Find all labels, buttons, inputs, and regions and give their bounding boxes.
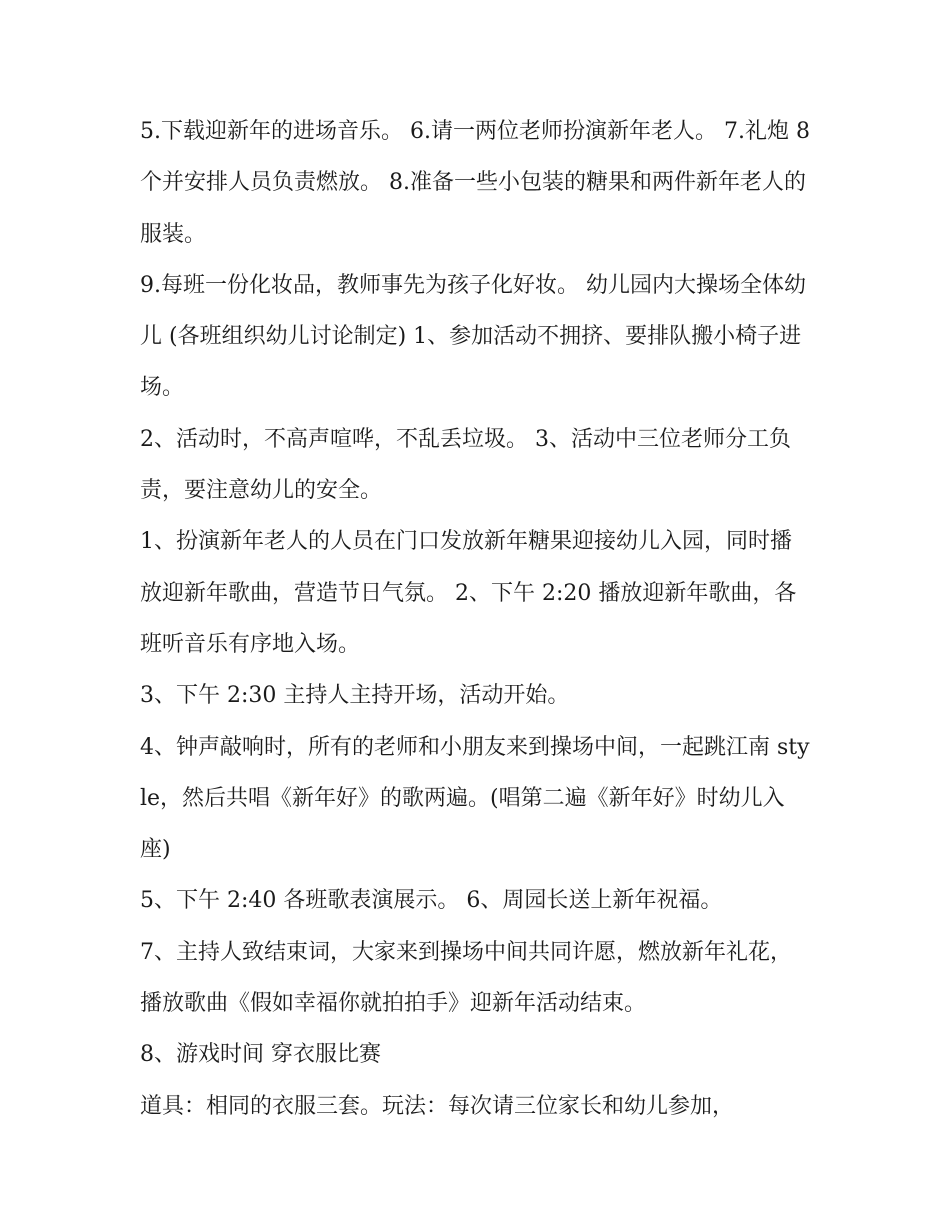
paragraph-makeup-and-rules: 9.每班一份化妆品，教师事先为孩子化好妆。 幼儿园内大操场全体幼儿 (各班组织幼儿讨论制定) 1、参加活动不拥挤、要排队搬小椅子进场。 xyxy=(140,272,806,401)
paragraph-game-title: 8、游戏时间 穿衣服比赛 xyxy=(140,1042,381,1068)
paragraph-performances: 5、下午 2:40 各班歌表演展示。 6、周园长送上新年祝福。 xyxy=(140,888,723,914)
paragraph-game-rules: 道具：相同的衣服三套。玩法：每次请三位家长和幼儿参加， xyxy=(140,1093,735,1119)
paragraph-dance-and-song: 4、钟声敲响时，所有的老师和小朋友来到操场中间，一起跳江南 style，然后共唱《新年好》的歌两遍。(唱第二遍《新年好》时幼儿入座) xyxy=(140,734,810,863)
document-body xyxy=(140,106,812,1132)
paragraph-entry-process: 1、扮演新年老人的人员在门口发放新年糖果迎接幼儿入园，同时播放迎新年歌曲，营造节日气氛。 2、下午 2:20 播放迎新年歌曲，各班听音乐有序地入场。 xyxy=(140,529,797,657)
paragraph-closing: 7、主持人致结束词，大家来到操场中间共同许愿，燃放新年礼花，播放歌曲《假如幸福你就拍拍手》迎新年活动结束。 xyxy=(140,939,792,1017)
paragraph-opening: 3、下午 2:30 主持人主持开场，活动开始。 xyxy=(140,683,570,709)
paragraph-rules-continued: 2、活动时，不高声喧哗，不乱丢垃圾。 3、活动中三位老师分工负责，要注意幼儿的安全。 xyxy=(140,426,791,504)
paragraph-preparations: 5.下载迎新年的进场音乐。 6.请一两位老师扮演新年老人。 7.礼炮 8 个并安排人员负责燃放。 8.准备一些小包装的糖果和两件新年老人的服装。 xyxy=(140,119,810,247)
